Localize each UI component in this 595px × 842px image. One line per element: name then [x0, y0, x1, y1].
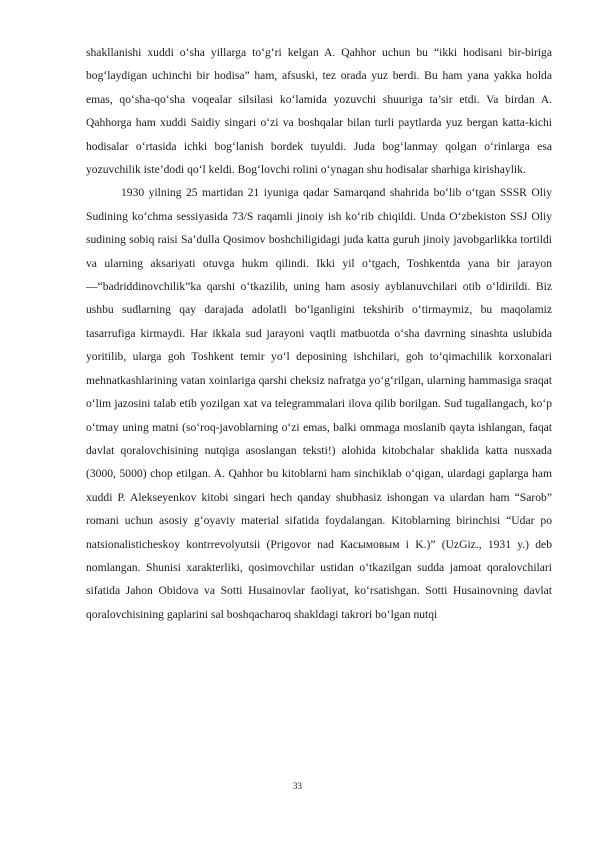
paragraph-2: 1930 yilning 25 martidan 21 iyuniga qadar Samarqand shahrida bo‘lib o‘tgan SSSR Oliy Sudining ko‘chma sessiyasida 73/S raqamli jinoiy ish ko‘rib chiqildi. Unda O‘zbekiston SSJ Oliy sudining sobiq raisi Sa’dulla Qosimov boshchiligidagi juda katta guruh jinoiy javobgarlikka tortildi va ularning aksariyati otuvga hukm qilindi. Ikki yil o‘tgach, Toshkentda yana bir jarayon —“badriddinovchilik”ka qarshi o‘tkazilib, uning ham asosiy ayblanuvchilari otib o‘ldirildi. Biz ushbu sudlarning qay darajada adolatli bo‘lganligini tekshirib o‘tirmaymiz, bu maqolamiz tasarrufiga kirmaydi. Har ikkala sud jarayoni vaqtli matbuotda o‘sha davrning sinashta uslubida yoritilib, ularga goh Toshkent temir yo‘l deposining ishchilari, goh to‘qimachilik korxonalari mehnatkashlarining vatan xoinlariga qarshi cheksiz nafratga yo‘g‘rilgan, ularning hammasiga sraqat o‘lim jazosini talab etib yozilgan xat va telegrammalari ilova qilib borilgan. Sud tugallangach, ko‘p o‘tmay uning matni (so‘roq-javoblarning o‘zi emas, balki ommaga moslanib qayta ishlangan, faqat davlat qoralovchisining nutqiga asoslangan teksti!) alohida kitobchalar shaklida katta nusxada (3000, 5000) chop etilgan. A. Qahhor bu kitoblarni ham sinchiklab o‘qigan, ulardagi gaplarga ham xuddi P. Alekseyenkov kitobi singari hech qanday shubhasiz ishongan va ulardan ham “Sarob” romani uchun asosiy g‘oyaviy material sifatida foydalangan. Kitoblarning birinchisi “Udar po natsionalisticheskoy kontrrevolyutsii (Prigovor nad Касымовым i K.)” (UzGiz., 1931 y.) deb nomlangan. Shunisi xarakterliki, qosimovchilar ustidan o‘tkazilgan sudda jamoat qoralovchilari sifatida Jahon Obidova va Sotti Husainovlar faoliyat, ko‘rsatishgan. Sotti Husainovning davlat qoralovchisining gaplarini sal boshqacharoq shakldagi takrori bo‘lgan nutqi: [86, 186, 552, 621]
document-page: [86, 41, 552, 626]
page-number: 33: [293, 781, 302, 791]
paragraph-1: shakllanishi xuddi o‘sha yillarga to‘g‘ri kelgan A. Qahhor uchun bu “ikki hodisani bir-biriga bog‘laydigan uchinchi bir hodisa” ham, afsuski, tez orada yuz berdi. Bu ham yana yakka holda emas, qo‘sha-qo‘sha voqealar silsilasi ko‘lamida yozuvchi shuuriga ta’sir etdi. Va birdan A. Qahhorga ham xuddi Saidiy singari o‘zi va boshqalar bilan turli paytlarda yuz bergan katta-kichi hodisalar o‘rtasida ichki bog‘lanish bordek tuyuldi. Juda bog‘lanmay qolgan o‘rinlarga esa yozuvchilik iste’dodi qo‘l keldi. Bog‘lovchi rolini o‘ynagan shu hodisalar sharhiga kirishaylik.: [86, 46, 552, 177]
